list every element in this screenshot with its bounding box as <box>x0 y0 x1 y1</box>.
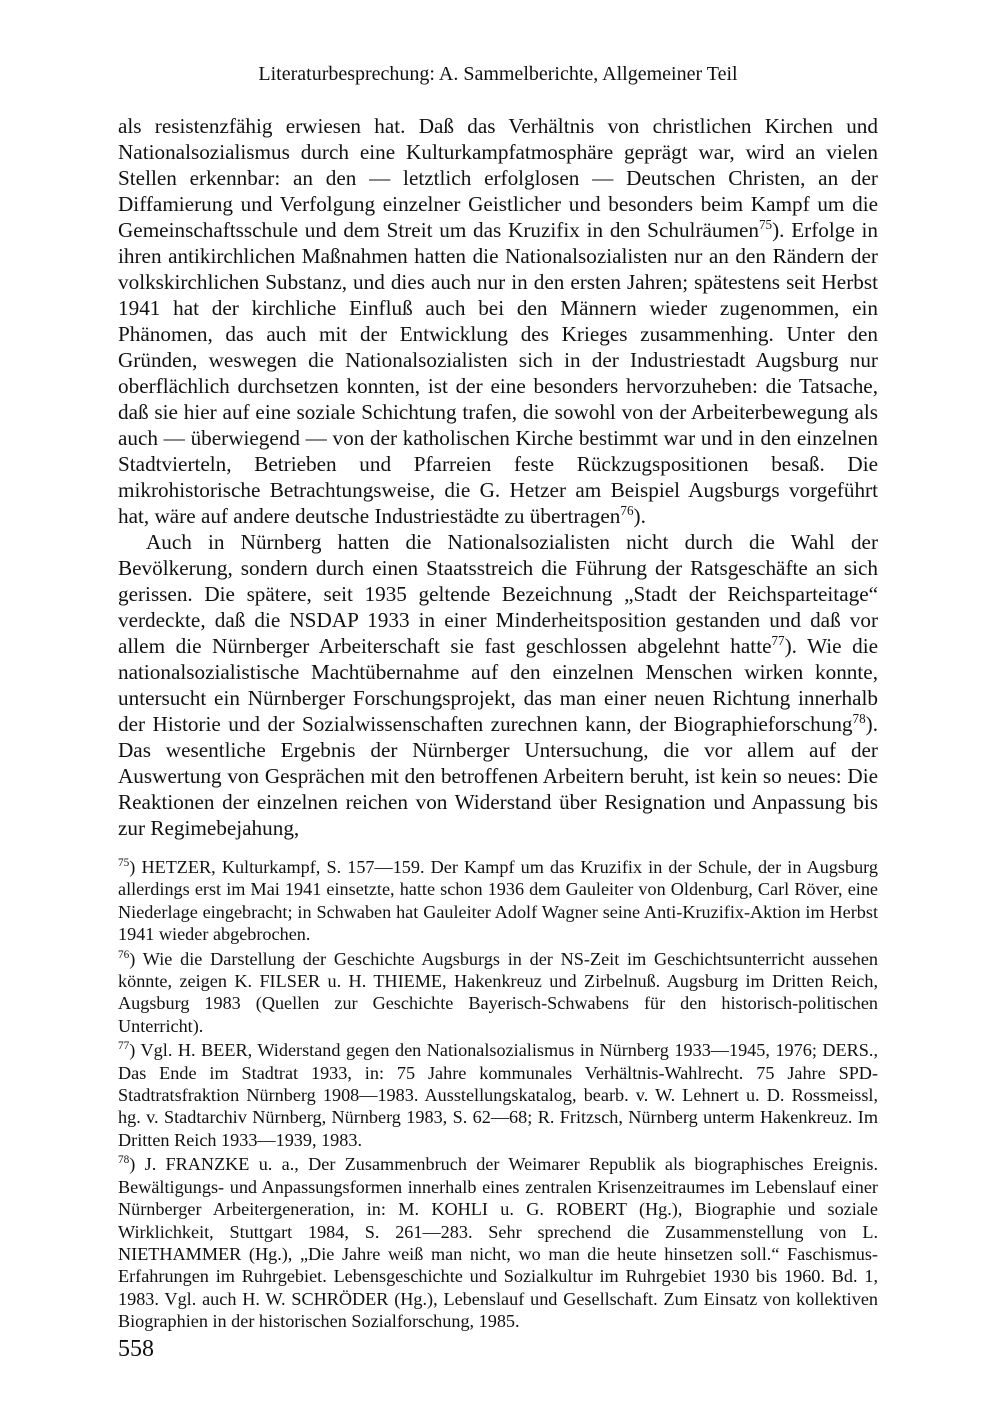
text-run: ) Wie die Darstellung der Geschichte Augsburgs in der NS-Zeit im Geschichtsunterricht aussehen könnte, zeigen K. FILSER u. H. THIEME, Hakenkreuz und Zirbelnuß. Augsburg im Dritten Reich, Augsburg 1983 (Quellen zur Geschichte Bayerisch-Schwabens für den historisch-politischen Unterricht). <box>118 948 878 1036</box>
body-text <box>118 113 878 841</box>
text-run: als resistenzfähig erwiesen hat. Daß das Verhältnis von christlichen Kirchen und Nationalsozialismus durch eine Kulturkampfatmosphäre geprägt war, wird an vielen Stellen erkennbar: an den — letztlich erfolglosen — Deutschen Christen, an der Diffamierung und Verfolgung einzelner Geistlicher und besonders beim Kampf um die Gemeinschaftsschule und dem Streit um das Kruzifix in den Schulräumen <box>118 114 878 242</box>
footnote-ref: 78 <box>852 710 866 726</box>
footnote-ref: 76 <box>118 948 130 961</box>
footnote-ref: 77 <box>118 1040 130 1053</box>
text-run: ). <box>633 504 646 528</box>
text-run: ) J. FRANZKE u. a., Der Zusammenbruch der Weimarer Republik als biographisches Ereignis. Bewältigungs- und Anpassungsformen innerhalb eines zentralen Krisenzeitraumes im Lebenslauf einer Nürnberger Arbeitergeneration, in: M. KOHLI u. G. ROBERT (Hg.), Biographie und soziale Wirklichkeit, Stuttgart 1984, S. 261—283. Sehr sprechend die Zusammenstellung von L. NIETHAMMER (Hg.), „Die Jahre weiß man nicht, wo man die heute hinsetzen soll.“ Faschismus-Erfahrungen im Ruhrgebiet. Lebensgeschichte und Sozialkultur im Ruhrgebiet 1930 bis 1960. Bd. 1, 1983. Vgl. auch H. W. SCHRÖDER (Hg.), Lebenslauf und Gesellschaft. Zum Einsatz von kollektiven Biographien in der historischen Sozialforschung, 1985. <box>118 1154 878 1332</box>
footnote-ref: 77 <box>771 632 785 648</box>
paragraph <box>118 113 878 529</box>
page-number: 558 <box>118 1336 154 1362</box>
footnote <box>118 948 878 1038</box>
footnotes <box>118 856 878 1335</box>
footnote <box>118 1153 878 1332</box>
paragraph <box>118 529 878 841</box>
footnote <box>118 856 878 946</box>
text-run: ) HETZER, Kulturkampf, S. 157—159. Der Kampf um das Kruzifix in der Schule, der in Augsburg allerdings erst im Mai 1941 einsetzte, hatte schon 1936 dem Gauleiter von Oldenburg, Carl Röver, eine Niederlage eingebracht; in Schwaben hat Gauleiter Adolf Wagner seine Anti-Kruzifix-Aktion im Herbst 1941 wieder abgebrochen. <box>118 857 878 945</box>
footnote-ref: 78 <box>118 1154 130 1167</box>
footnote <box>118 1039 878 1151</box>
running-header: Literaturbesprechung: A. Sammelberichte, Allgemeiner Teil <box>258 63 738 85</box>
footnote-ref: 75 <box>118 856 130 869</box>
text-run: ). Wie die nationalsozialistische Machtübernahme auf den einzelnen Menschen wirken konnte, untersucht ein Nürnberger Forschungsprojekt, das man einer neuen Richtung innerhalb der Historie und der Sozialwissenschaften zurechnen kann, der Biographieforschung <box>118 634 878 736</box>
text-run: ). Das wesentliche Ergebnis der Nürnberger Untersuchung, die vor allem auf der Auswertung von Gesprächen mit den betroffenen Arbeitern beruht, ist kein so neues: Die Reaktionen der einzelnen reichen von Widerstand über Resignation und Anpassung bis zur Regimebejahung, <box>118 712 878 840</box>
text-run: ) Vgl. H. BEER, Widerstand gegen den Nationalsozialismus in Nürnberg 1933—1945, 1976; DERS., Das Ende im Stadtrat 1933, in: 75 Jahre kommunales Verhältnis-Wahlrecht. 75 Jahre SPD-Stadtratsfraktion Nürnberg 1908—1983. Ausstellungskatalog, bearb. v. W. Lehnert u. D. Rossmeissl, hg. v. Stadtarchiv Nürnberg, Nürnberg 1983, S. 62—68; R. Fritzsch, Nürnberg unterm Hakenkreuz. Im Dritten Reich 1933—1939, 1983. <box>118 1040 878 1150</box>
footnote-ref: 76 <box>620 502 634 518</box>
text-run: Auch in Nürnberg hatten die Nationalsozialisten nicht durch die Wahl der Bevölkerung, sondern durch einen Staatsstreich die Führung der Ratsgeschäfte an sich gerissen. Die spätere, seit 1935 geltende Bezeichnung „Stadt der Reichsparteitage“ verdeckte, daß die NSDAP 1933 in einer Minderheitsposition gestanden und daß vor allem die Nürnberger Arbeiterschaft sie fast geschlossen abgelehnt hatte <box>118 530 878 658</box>
footnote-ref: 75 <box>758 216 773 232</box>
text-run: ). Erfolge in ihren antikirchlichen Maßnahmen hatten die Nationalsozialisten nur an den Rändern der volkskirchlichen Substanz, und dies auch nur in den ersten Jahren; spätestens seit Herbst 1941 hat der kirchliche Einfluß auch bei den Männern wieder zugenommen, ein Phänomen, das auch mit der Entwicklung des Krieges zusammenhing. Unter den Gründen, weswegen die Nationalsozialisten sich in der Industriestadt Augsburg nur oberflächlich durchsetzen konnten, ist der eine besonders hervorzuheben: die Tatsache, daß sie hier auf eine soziale Schichtung trafen, die sowohl von der Arbeiterbewegung als auch — überwiegend — von der katholischen Kirche bestimmt war und in den einzelnen Stadtvierteln, Betrieben und Pfarreien feste Rückzugspositionen besaß. Die mikrohistorische Betrachtungsweise, die G. Hetzer am Beispiel Augsburgs vorgeführt hat, wäre auf andere deutsche Industriestädte zu übertragen <box>118 218 878 528</box>
